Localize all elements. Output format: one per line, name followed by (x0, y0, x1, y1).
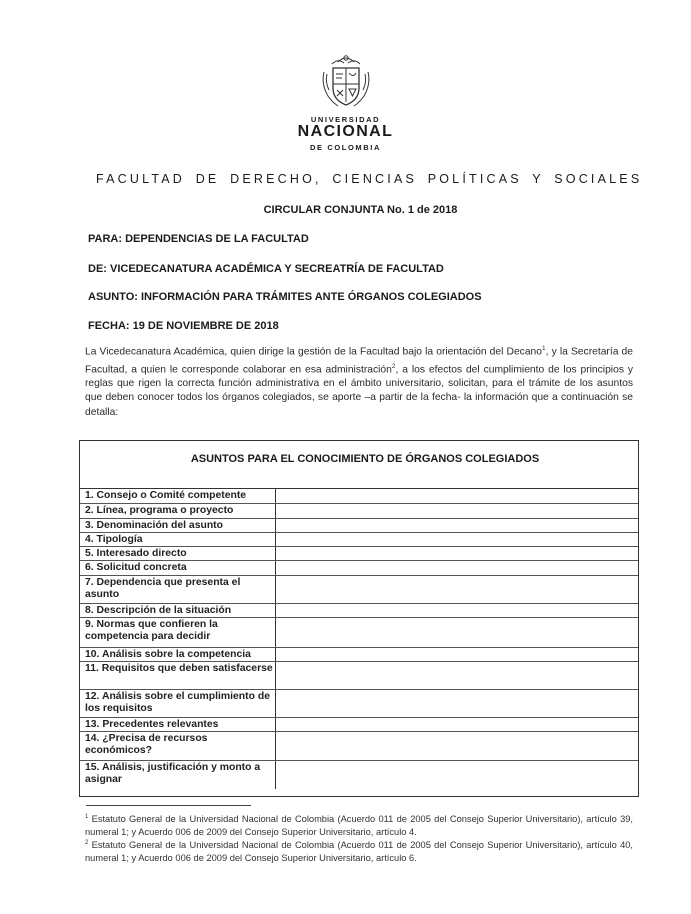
table-row (80, 604, 638, 618)
university-seal-icon (318, 52, 374, 110)
row-label: 10. Análisis sobre la competencia (80, 648, 276, 661)
table-rows (80, 488, 638, 789)
table-row (80, 732, 638, 761)
row-value-field[interactable] (276, 761, 638, 789)
row-value-field[interactable] (276, 504, 638, 518)
row-value-field[interactable] (276, 519, 638, 532)
table-row (80, 504, 638, 519)
footnote-divider (86, 805, 251, 806)
para-line: PARA: DEPENDENCIAS DE LA FACULTAD (88, 233, 309, 245)
body-text-3: , a los efectos del cumplimiento de los principios y reglas que rigen la correcta función administrativa en el ámbito universitario, solicitan, para el trámite de los asuntos que deben conocer todos los órganos colegiados, se aporte –a partir de la fecha- la información que a continuación se detalla: (85, 364, 633, 418)
footnote-2-number: 2 (85, 840, 89, 846)
row-label: 6. Solicitud concreta (80, 561, 276, 575)
row-label: 5. Interesado directo (80, 547, 276, 560)
asunto-line: ASUNTO: INFORMACIÓN PARA TRÁMITES ANTE ÓRGANOS COLEGIADOS (88, 291, 482, 303)
table-row (80, 576, 638, 604)
faculty-title: FACULTAD DE DERECHO, CIENCIAS POLÍTICAS Y SOCIALES (96, 172, 643, 186)
row-label: 11. Requisitos que deben satisfacerse (80, 662, 276, 689)
row-label: 15. Análisis, justificación y monto a asignar (80, 761, 276, 789)
row-value-field[interactable] (276, 576, 638, 603)
body-paragraph (85, 342, 633, 420)
fecha-line: FECHA: 19 DE NOVIEMBRE DE 2018 (88, 320, 279, 332)
row-label: 9. Normas que confieren la competencia para decidir (80, 618, 276, 647)
row-label: 2. Línea, programa o proyecto (80, 504, 276, 518)
table-row (80, 618, 638, 648)
row-label: 4. Tipología (80, 533, 276, 546)
footnote-2-text: Estatuto General de la Universidad Nacional de Colombia (Acuerdo 011 de 2005 del Consejo Superior Universitario), artículo 40, numeral 1; y Acuerdo 006 de 2009 del Consejo Superior Universitario, artículo 6. (85, 840, 633, 863)
table-row (80, 648, 638, 662)
table-row (80, 718, 638, 732)
row-value-field[interactable] (276, 662, 638, 689)
footnote-1-text: Estatuto General de la Universidad Nacional de Colombia (Acuerdo 011 de 2005 del Consejo Superior Universitario), artículo 39, numeral 1; y Acuerdo 006 de 2009 del Consejo Superior Universitario, artículo 4. (85, 814, 633, 837)
footnote-2 (85, 837, 633, 864)
row-value-field[interactable] (276, 732, 638, 760)
table-row (80, 547, 638, 561)
row-value-field[interactable] (276, 547, 638, 560)
university-name-top: UNIVERSIDAD (310, 115, 381, 124)
university-name-bottom: DE COLOMBIA (310, 143, 381, 152)
table-row (80, 662, 638, 690)
table-row (80, 489, 638, 504)
table-row (80, 533, 638, 547)
table-title: ASUNTOS PARA EL CONOCIMIENTO DE ÓRGANOS COLEGIADOS (190, 453, 540, 465)
row-value-field[interactable] (276, 561, 638, 575)
row-label: 8. Descripción de la situación (80, 604, 276, 617)
row-value-field[interactable] (276, 489, 638, 503)
row-label: 3. Denominación del asunto (80, 519, 276, 532)
university-name-main: NACIONAL (297, 123, 394, 140)
footnote-ref-1: 1 (542, 345, 546, 352)
body-text-1: La Vicedecanatura Académica, quien dirige la gestión de la Facultad bajo la orientación del Decano (85, 346, 543, 358)
footnote-ref-2: 2 (391, 362, 396, 370)
circular-title: CIRCULAR CONJUNTA No. 1 de 2018 (263, 204, 458, 216)
row-value-field[interactable] (276, 718, 638, 731)
de-line: DE: VICEDECANATURA ACADÉMICA Y SECREATRÍA DE FACULTAD (88, 263, 444, 275)
table-row (80, 519, 638, 533)
row-label: 12. Análisis sobre el cumplimiento de los requisitos (80, 690, 276, 717)
footnote-1-number: 1 (85, 814, 89, 820)
row-label: 7. Dependencia que presenta el asunto (80, 576, 276, 603)
row-value-field[interactable] (276, 648, 638, 661)
body-text-2: , y la Secretaría de Facultad, a quien le corresponde colaborar en esa administración (85, 346, 633, 376)
row-label: 1. Consejo o Comité competente (80, 489, 276, 503)
row-value-field[interactable] (276, 533, 638, 546)
table-row (80, 761, 638, 789)
row-value-field[interactable] (276, 618, 638, 647)
table-row (80, 690, 638, 718)
row-label: 13. Precedentes relevantes (80, 718, 276, 731)
row-value-field[interactable] (276, 690, 638, 717)
row-value-field[interactable] (276, 604, 638, 617)
row-label: 14. ¿Precisa de recursos económicos? (80, 732, 276, 760)
footnote-1 (85, 811, 633, 838)
table-row (80, 561, 638, 576)
asuntos-table (79, 440, 639, 797)
